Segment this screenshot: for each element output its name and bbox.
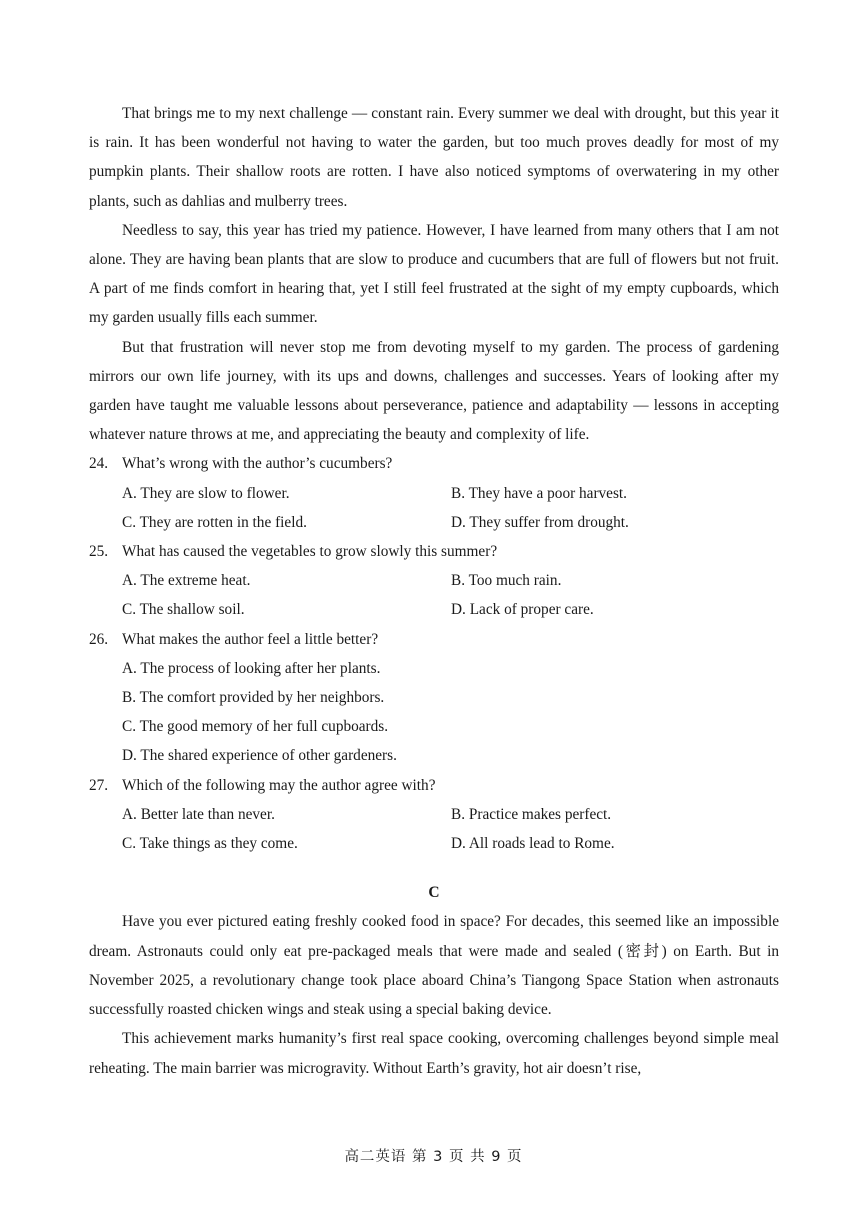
option-b: B. Too much rain.: [451, 572, 562, 590]
question-text: What’s wrong with the author’s cucumbers?: [122, 455, 393, 473]
option-c: C. They are rotten in the field.: [122, 513, 307, 531]
option-a: A. The process of looking after her plants.: [122, 659, 381, 677]
option-a: A. Better late than never.: [122, 805, 275, 823]
passage-c-paragraph-1: Have you ever pictured eating freshly cooked food in space? For decades, this seemed like an impossible dream. Astronauts could only eat pre-packaged meals that were made and sealed (密封) on Earth. But in November 2025, a revolutionary change took place aboard China’s Tiangong Space Station when astronauts successfully roasted chicken wings and steak using a special baking device.: [89, 913, 779, 1019]
option-a: A. The extreme heat.: [122, 572, 251, 590]
option-d: D. They suffer from drought.: [451, 513, 629, 531]
question-number: 25.: [89, 543, 109, 561]
page-footer: 高二英语 第 3 页 共 9 页: [344, 1149, 523, 1165]
question-text: What makes the author feel a little better?: [122, 630, 379, 648]
question-number: 27.: [89, 776, 109, 794]
passage-b-paragraph-2: Needless to say, this year has tried my patience. However, I have learned from many others that I am not alone. They are having bean plants that are slow to produce and cucumbers that are full of flowers but not fruit. A part of me finds comfort in hearing that, yet I still feel frustrated at the sight of my empty cupboards, which my garden usually fills each summer.: [89, 221, 779, 327]
passage-b: [89, 99, 779, 449]
option-b: B. The comfort provided by her neighbors.: [122, 689, 385, 707]
option-d: D. The shared experience of other gardeners.: [122, 747, 397, 765]
question-27: [89, 771, 779, 859]
passage-b-paragraph-3: But that frustration will never stop me from devoting myself to my garden. The process of gardening mirrors our own life journey, with its ups and downs, challenges and successes. Years of looking after my garden have taught me valuable lessons about perseverance, patience and adaptability — lessons in accepting whatever nature throws at me, and appreciating the beauty and complexity of life.: [89, 338, 779, 444]
option-c: C. The good memory of her full cupboards.: [122, 718, 389, 736]
question-24: [89, 449, 779, 537]
option-d: D. All roads lead to Rome.: [451, 835, 615, 853]
question-text: What has caused the vegetables to grow slowly this summer?: [122, 543, 498, 561]
question-number: 26.: [89, 630, 109, 648]
question-number: 24.: [89, 455, 109, 473]
section-title: C: [428, 884, 440, 902]
option-b: B. Practice makes perfect.: [451, 805, 612, 823]
passage-c: [89, 878, 779, 1082]
question-text: Which of the following may the author agree with?: [122, 776, 436, 794]
option-b: B. They have a poor harvest.: [451, 484, 628, 502]
option-a: A. They are slow to flower.: [122, 484, 290, 502]
exam-page: [89, 99, 779, 1083]
option-d: D. Lack of proper care.: [451, 601, 594, 619]
option-c: C. Take things as they come.: [122, 835, 298, 853]
question-25: [89, 537, 779, 625]
passage-c-paragraph-2: This achievement marks humanity’s first real space cooking, overcoming challenges beyond simple meal reheating. The main barrier was microgravity. Without Earth’s gravity, hot air doesn’t rise,: [89, 1030, 779, 1077]
question-26: [89, 625, 779, 771]
option-c: C. The shallow soil.: [122, 601, 245, 619]
passage-b-paragraph-1: That brings me to my next challenge — constant rain. Every summer we deal with drought, but this year it is rain. It has been wonderful not having to water the garden, but too much proves deadly for most of my pumpkin plants. Their shallow roots are rotten. I have also noticed symptoms of overwatering in my other plants, such as dahlias and mulberry trees.: [89, 105, 779, 210]
